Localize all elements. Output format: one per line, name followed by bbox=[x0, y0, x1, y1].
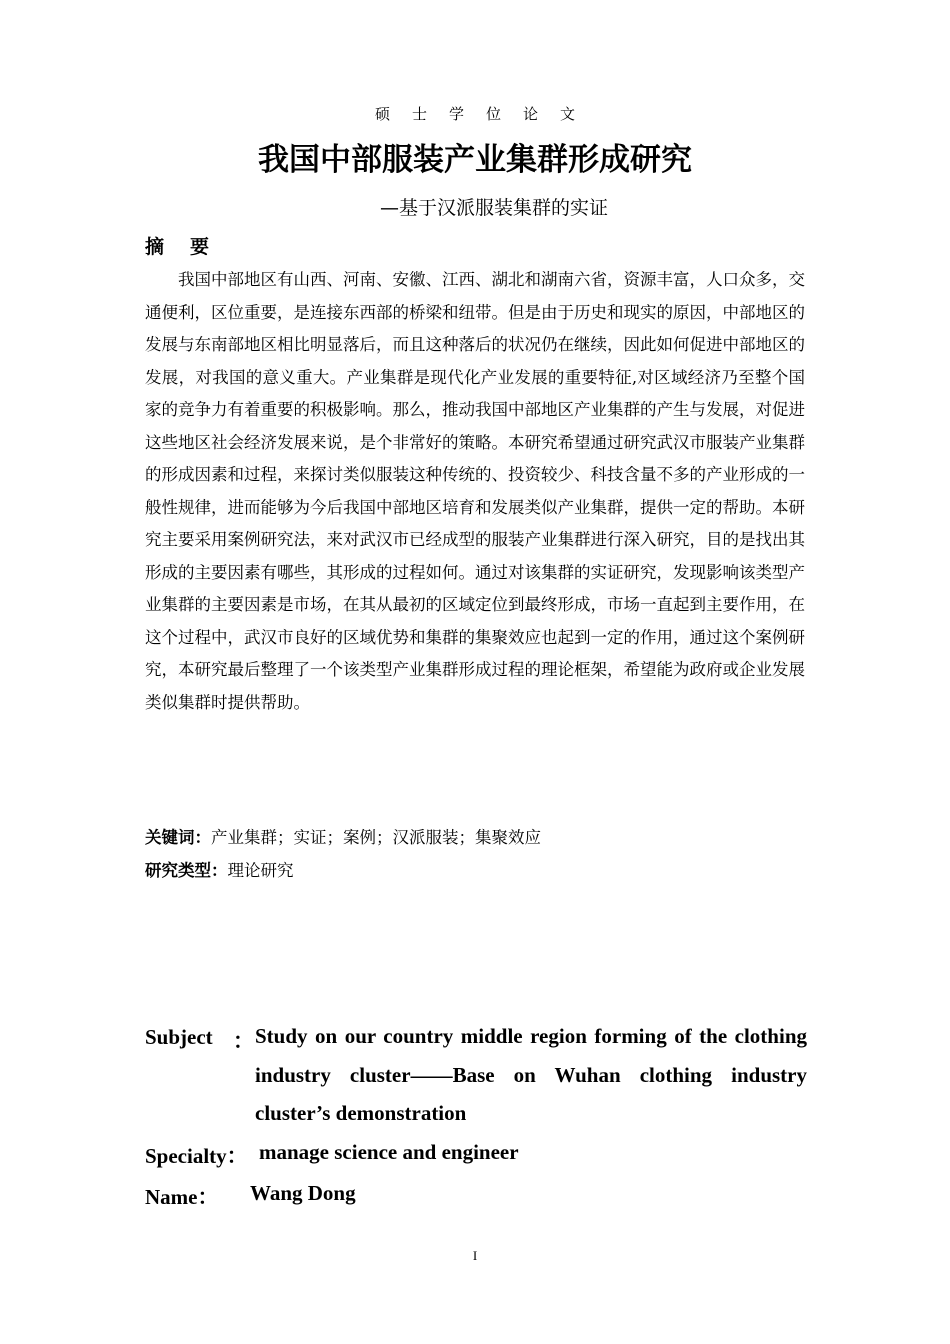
keywords-label: 关键词： bbox=[145, 828, 211, 847]
specialty-value: manage science and engineer bbox=[259, 1140, 519, 1164]
abstract-body: 我国中部地区有山西、河南、安徽、江西、湖北和湖南六省，资源丰富，人口众多，交通便利，区位重要，是连接东西部的桥梁和纽带。但是由于历史和现实的原因，中部地区的发展与东南部地区相比明显落后，而且这种落后的状况仍在继续，因此如何促进中部地区的发展，对我国的意义重大。产业集群是现代化产业发展的重要特征,对区域经济乃至整个国家的竞争力有着重要的积极影响。那么，推动我国中部地区产业集群的产生与发展，对促进这些地区社会经济发展来说，是个非常好的策略。本研究希望通过研究武汉市服装产业集群的形成因素和过程，来探讨类似服装这种传统的、投资较少、科技含量不多的产业形成的一般性规律，进而能够为今后我国中部地区培育和发展类似产业集群，提供一定的帮助。本研究主要采用案例研究法，来对武汉市已经成型的服装产业集群进行深入研究，目的是找出其形成的主要因素有哪些，其形成的过程如何。通过对该集群的实证研究，发现影响该类型产业集群的主要因素是市场，在其从最初的区域定位到最终形成，市场一直起到主要作用，在这个过程中，武汉市良好的区域优势和集群的集聚效应也起到一定的作用，通过这个案例研究，本研究最后整理了一个该类型产业集群形成过程的理论框架，希望能为政府或企业发展类似集群时提供帮助。 bbox=[145, 270, 805, 712]
page-number: I bbox=[472, 1248, 478, 1263]
subject-value: Study on our country middle region forming of the clothing industry cluster——Base on Wuhan clothing industry cluster’s demonstration bbox=[255, 1024, 807, 1125]
thesis-title: 我国中部服装产业集群形成研究 bbox=[258, 142, 692, 178]
name-label: Name： bbox=[145, 1185, 219, 1209]
abstract-heading: 摘要 bbox=[145, 236, 236, 258]
research-type-line bbox=[145, 859, 294, 883]
specialty-label: Specialty： bbox=[145, 1144, 248, 1168]
keywords-value: 产业集群；实证；案例；汉派服装；集聚效应 bbox=[211, 828, 541, 847]
keywords-line bbox=[145, 826, 541, 850]
english-name-line bbox=[145, 1181, 807, 1211]
research-type-label: 研究类型： bbox=[145, 861, 228, 880]
thesis-subtitle: —基于汉派服装集群的实证 bbox=[380, 197, 609, 219]
english-subject-block bbox=[145, 1017, 807, 1137]
name-value: Wang Dong bbox=[250, 1181, 356, 1205]
research-type-value: 理论研究 bbox=[227, 861, 294, 880]
subject-colon: ： bbox=[233, 1029, 254, 1053]
document-header: 硕士学位论文 bbox=[374, 105, 597, 123]
subject-label: Subject bbox=[145, 1025, 213, 1049]
english-specialty-line bbox=[145, 1140, 807, 1170]
